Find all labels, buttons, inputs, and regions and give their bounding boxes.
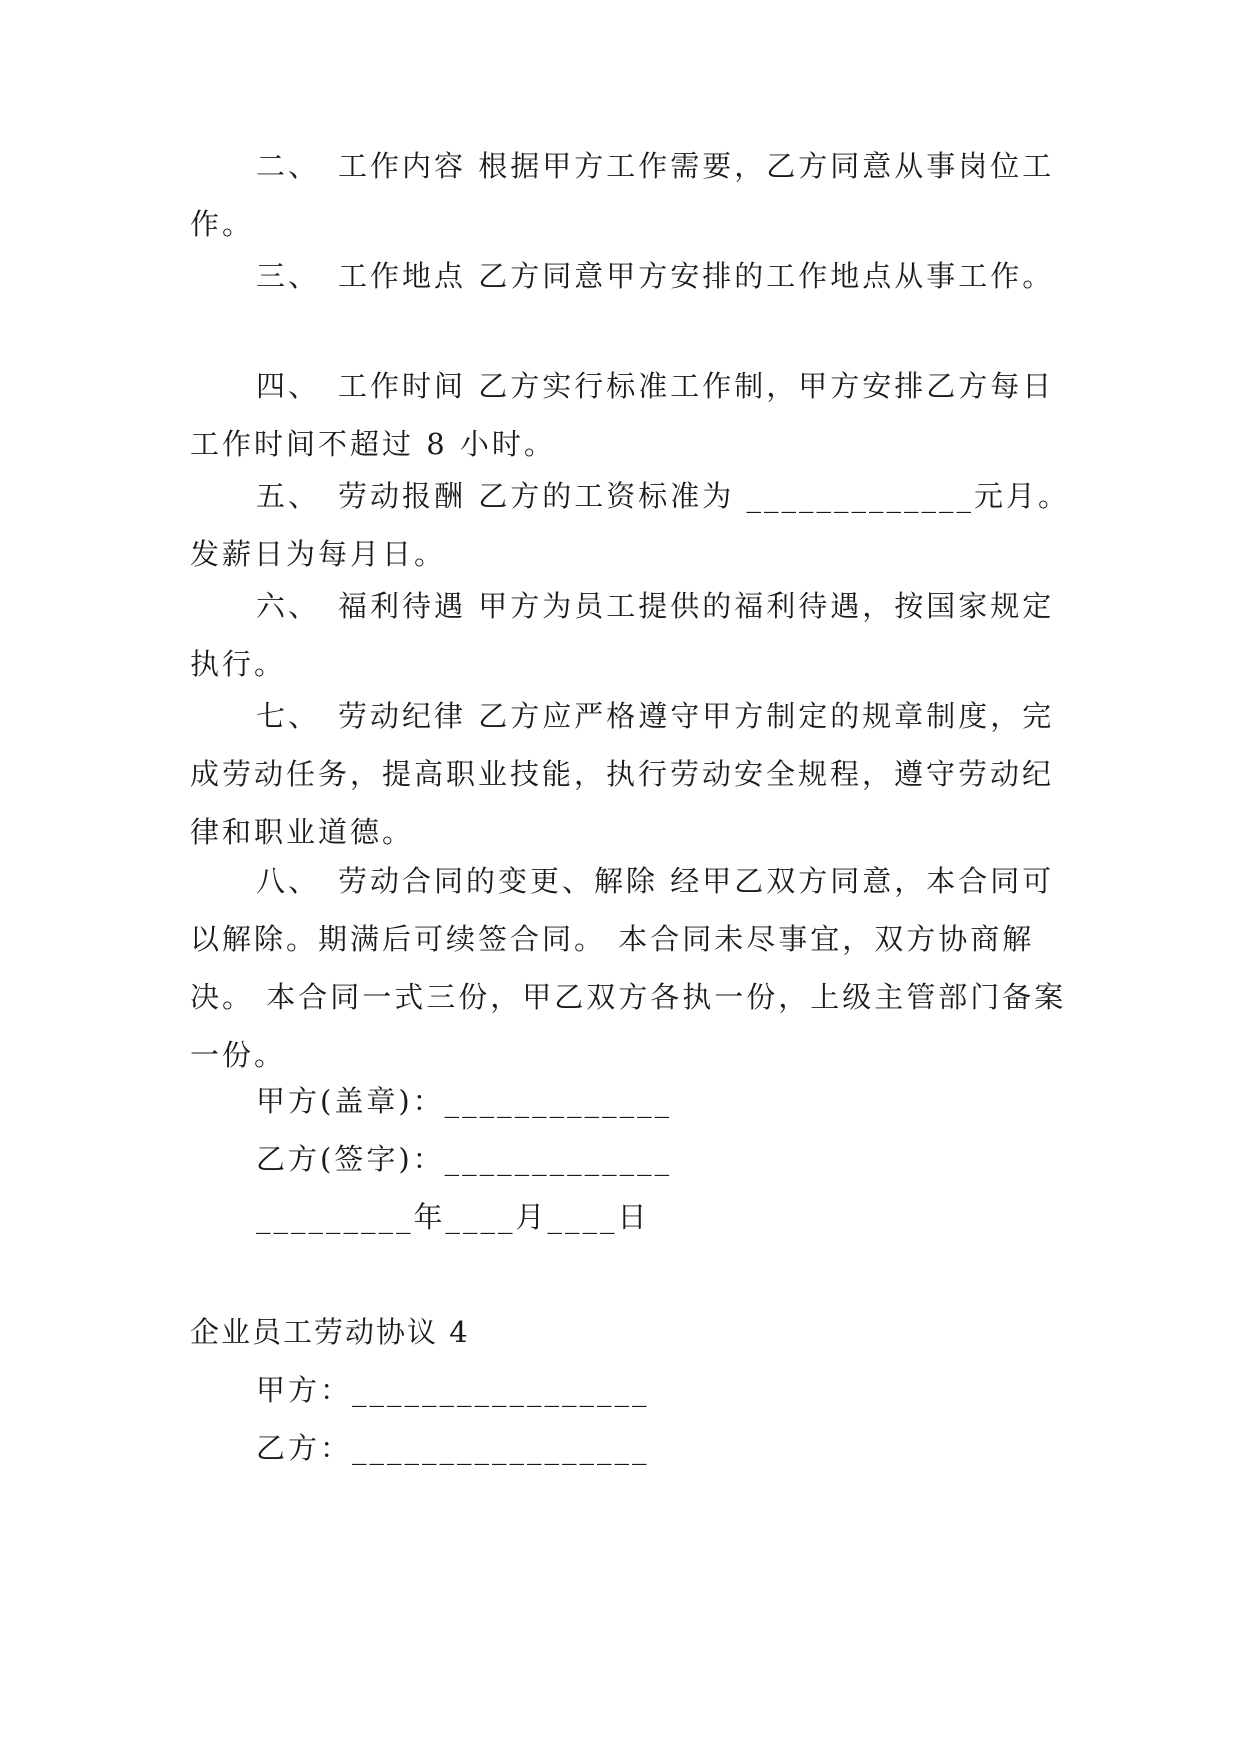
date-line: _________年____月____日 — [256, 1200, 650, 1234]
clause-7-body: 乙方应严格遵守甲方制定的规章制度，完成劳动任务，提高职业技能，执行劳动安全规程，遵守劳动纪律和职业道德。 — [190, 699, 1055, 849]
clause-6-number: 六、 — [256, 589, 321, 623]
clause-7-title: 劳动纪律 — [338, 699, 467, 733]
party-a-seal-line: 甲方(盖章)：_____________ — [256, 1084, 673, 1118]
clause-3-number: 三、 — [256, 259, 321, 293]
clause-4-body: 乙方实行标准工作制，甲方安排乙方每日工作时间不超过 8 小时。 — [190, 369, 1055, 461]
clause-2-title: 工作内容 — [338, 149, 467, 183]
clause-2-body: 根据甲方工作需要，乙方同意从事岗位工作。 — [190, 149, 1055, 241]
clause-7-number: 七、 — [256, 699, 321, 733]
clause-5 — [190, 467, 1070, 583]
clause-8-title: 劳动合同的变更、解除 — [338, 864, 659, 898]
party-b-sign-line: 乙方(签字)：_____________ — [256, 1142, 673, 1176]
clause-6-body: 甲方为员工提供的福利待遇，按国家规定执行。 — [190, 589, 1055, 681]
next-party-b-line: 乙方：_________________ — [256, 1431, 650, 1465]
clause-8-body: 经甲乙双方同意，本合同可以解除。期满后可续签合同。 本合同未尽事宜，双方协商解决。 本合同一式三份，甲乙双方各执一份，上级主管部门备案一份。 — [190, 864, 1067, 1072]
clause-3-body: 乙方同意甲方安排的工作地点从事工作。 — [478, 259, 1055, 293]
clause-7 — [190, 687, 1070, 861]
clause-8-number: 八、 — [256, 864, 321, 898]
next-document-title: 企业员工劳动协议 4 — [190, 1315, 470, 1349]
clause-8 — [190, 852, 1070, 1084]
clause-4-title: 工作时间 — [338, 369, 467, 403]
clause-5-body: 乙方的工资标准为 _____________元月。发薪日为每月日。 — [190, 479, 1070, 571]
clause-3 — [190, 247, 1070, 305]
clause-2 — [190, 137, 1070, 253]
clause-2-number: 二、 — [256, 149, 321, 183]
clause-4 — [190, 357, 1070, 473]
clause-6-title: 福利待遇 — [338, 589, 467, 623]
next-party-a-line: 甲方：_________________ — [256, 1373, 650, 1407]
clause-4-number: 四、 — [256, 369, 321, 403]
clause-5-number: 五、 — [256, 479, 321, 513]
clause-3-title: 工作地点 — [338, 259, 467, 293]
clause-6 — [190, 577, 1070, 693]
clause-5-title: 劳动报酬 — [338, 479, 467, 513]
